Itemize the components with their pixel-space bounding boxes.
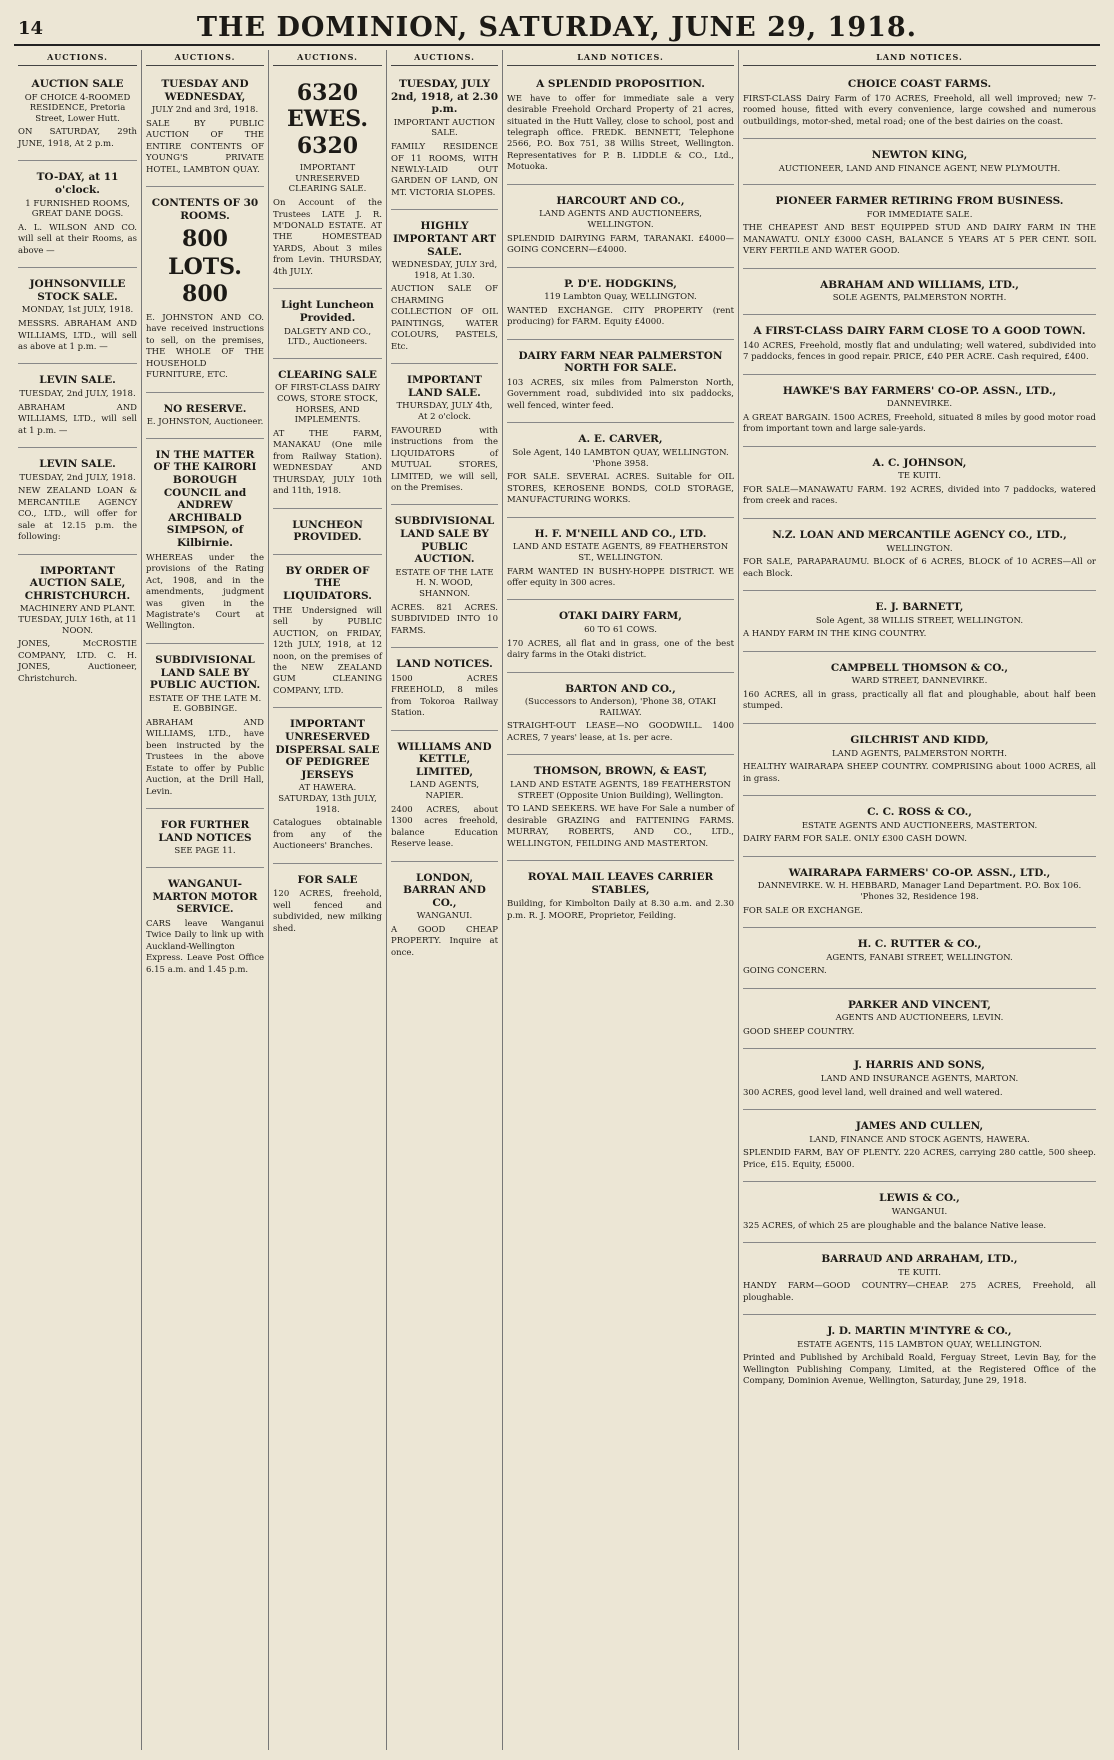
advert-subheading: Sole Agent, 38 WILLIS STREET, WELLINGTON.: [815, 615, 1024, 626]
advert-subheading: LAND AND ESTATE AGENTS, 189 FEATHERSTON STREET (Opposite Union Building), Wellington.: [510, 779, 731, 801]
advert: [273, 559, 382, 709]
advert-text: FIRST-CLASS Dairy Farm of 170 ACRES, Freehold, all well improved; new 7-roomed house, fitted with every convenience, large cowshed and numerous outbuildings, motor-shed, metal road; one of the best dairies on the coast.: [743, 93, 1096, 127]
advert: [146, 813, 264, 868]
advert-heading: NO RESERVE.: [163, 402, 247, 415]
advert-heading: C. C. ROSS & CO.,: [867, 806, 972, 819]
advert: [743, 379, 1096, 447]
advert: [391, 72, 498, 210]
advert-subheading: LAND AGENTS, NAPIER.: [409, 780, 480, 801]
advert: [146, 72, 264, 187]
advert-text: Building, for Kimbolton Daily at 8.30 a.m. and 2.30 p.m. R. J. MOORE, Proprietor, Feilding.: [507, 899, 734, 921]
advert: [743, 1247, 1096, 1315]
advert-text: FARM WANTED IN BUSHY-HOPPE DISTRICT. WE offer equity in 300 acres.: [507, 566, 734, 588]
advert-heading: A FIRST-CLASS DAIRY FARM CLOSE TO A GOOD TOWN.: [753, 325, 1086, 338]
advert: [507, 344, 734, 424]
advert-text: 2400 ACRES, about 1300 acres freehold, balance Education Reserve lease.: [391, 804, 498, 850]
advert-text: AT THE FARM, MANAKAU (One mile from Railway Station). WEDNESDAY AND THURSDAY, JULY 10th and 11th, 1918.: [273, 428, 382, 497]
advert-subheading: AUCTIONEER, LAND AND FINANCE AGENT, NEW PLYMOUTH.: [778, 163, 1061, 174]
advert-heading: TUESDAY, JULY 2nd, 1918, at 2.30 p.m.: [391, 78, 499, 116]
advert-text: HANDY FARM—GOOD COUNTRY—CHEAP. 275 ACRES, Freehold, all ploughable.: [743, 1281, 1096, 1303]
advert-subheading: WELLINGTON.: [886, 543, 953, 554]
advert-text: TO LAND SEEKERS. WE have For Sale a number of desirable GRAZING and FATTENING FARMS. MURRAY, ROBERTS, AND CO., LTD., WELLINGTON, FEILDING AND MASTERTON.: [507, 804, 734, 849]
column-header: LAND NOTICES.: [743, 50, 1096, 66]
advert-subheading: DANNEVIRKE. W. H. HEBBARD, Manager Land Department. P.O. Box 106. 'Phones 32, Residence 198.: [757, 881, 1082, 902]
advert-subheading: TUESDAY, 2nd JULY, 1918.: [19, 389, 136, 400]
advert-text: WANTED EXCHANGE. CITY PROPERTY (rent producing) for FARM. Equity £4000.: [507, 305, 734, 328]
advert-text: GOOD SHEEP COUNTRY.: [743, 1026, 855, 1037]
column-5: [503, 50, 739, 1750]
advert: [743, 932, 1096, 989]
column-6: [739, 50, 1100, 1750]
advert-subheading: LAND, FINANCE AND STOCK AGENTS, HAWERA.: [809, 1134, 1030, 1145]
advert: [743, 656, 1096, 724]
advert-heading: AUCTION SALE: [31, 78, 124, 90]
advert: [743, 523, 1096, 591]
advert: [273, 293, 382, 358]
advert-heading: TUESDAY AND WEDNESDAY,: [161, 78, 249, 103]
advert-heading: IN THE MATTER OF THE KAIRORI BOROUGH COUNCIL and ANDREW ARCHIBALD SIMPSON, of Kilbirnie.: [153, 448, 257, 550]
advert-heading: N.Z. LOAN AND MERCANTILE AGENCY CO., LTD.,: [772, 528, 1067, 541]
advert-heading: OTAKI DAIRY FARM,: [559, 610, 682, 623]
column-header: AUCTIONS.: [391, 50, 498, 66]
advert-heading: JAMES AND CULLEN,: [855, 1120, 984, 1133]
advert-heading: J. D. MARTIN M'INTYRE & CO.,: [827, 1325, 1012, 1338]
advert-text: A. L. WILSON AND CO. will sell at their Rooms, as above —: [18, 222, 137, 256]
advert-text: MESSRS. ABRAHAM AND WILLIAMS, LTD., will sell as above at 1 p.m. —: [18, 319, 137, 352]
advert: [507, 72, 734, 185]
advert-heading: IMPORTANT LAND SALE.: [407, 374, 482, 399]
advert-heading: ABRAHAM AND WILLIAMS, LTD.,: [820, 278, 1019, 291]
advert-subheading: ESTATE OF THE LATE H. N. WOOD, SHANNON.: [395, 567, 494, 600]
advert-text: A GREAT BARGAIN. 1500 ACRES, Freehold, situated 8 miles by good motor road from important town and large sale-yards.: [743, 412, 1096, 435]
advert-heading: FOR SALE: [297, 873, 358, 886]
advert-subheading: DANNEVIRKE.: [886, 399, 953, 410]
advert: [743, 1114, 1096, 1182]
column-header: AUCTIONS.: [273, 50, 382, 66]
advert-heading: IMPORTANT AUCTION SALE, CHRISTCHURCH.: [24, 564, 131, 602]
advert-text: ACRES. 821 ACRES. SUBDIVIDED INTO 10 FARMS.: [391, 602, 498, 636]
advert-subheading: SEE PAGE 11.: [174, 846, 236, 857]
advert-heading: H. F. M'NEILL AND CO., LTD.: [534, 527, 707, 540]
advert-subheading: (Successors to Anderson), 'Phone 38, OTAKI RAILWAY.: [524, 697, 717, 718]
advert: [146, 443, 264, 644]
advert: [146, 648, 264, 809]
advert-text: FOR SALE OR EXCHANGE.: [743, 905, 863, 916]
advert-subheading: JULY 2nd and 3rd, 1918.: [151, 105, 259, 116]
advert-text: 120 ACRES, freehold, well fenced and subdivided, new milking shed.: [273, 889, 382, 934]
advert-text: FOR SALE—MANAWATU FARM. 192 ACRES, divided into 7 paddocks, watered from creek and races.: [743, 484, 1096, 507]
advert-text: AUCTION SALE OF CHARMING COLLECTION OF OIL PAINTINGS, WATER COLOURS, PASTELS, Etc.: [391, 284, 498, 352]
advert: [743, 800, 1096, 857]
advert-heading: DAIRY FARM NEAR PALMERSTON NORTH FOR SALE.: [518, 349, 723, 375]
advert-heading: SUBDIVISIONAL LAND SALE BY PUBLIC AUCTION.: [394, 515, 495, 566]
advert-heading: BY ORDER OF THE LIQUIDATORS.: [283, 564, 372, 603]
advert-text: FAVOURED with instructions from the LIQUIDATORS of MUTUAL STORES, LIMITED, we will sell, on the Premises.: [391, 425, 498, 493]
advert-subheading: LAND AGENTS, PALMERSTON NORTH.: [832, 748, 1007, 759]
advert: [391, 866, 498, 970]
advert-subheading: TUESDAY, 2nd JULY, 1918.: [19, 472, 136, 483]
advert-subheading: ESTATE AGENTS, 115 LAMBTON QUAY, WELLINGTON.: [797, 1339, 1042, 1350]
advert-subheading: LAND AGENTS AND AUCTIONEERS, WELLINGTON.: [539, 209, 702, 231]
advert-subheading: IMPORTANT AUCTION SALE.: [393, 117, 496, 139]
advert-text: WHEREAS under the provisions of the Rating Act, 1908, and in the amendments, judgment was given in the Magistrate's Court at Wellington.: [146, 552, 264, 632]
advert-text: CARS leave Wanganui Twice Daily to link up with Auckland-Wellington Express. Leave Post Office 6.15 a.m. and 1.45 p.m.: [146, 918, 264, 975]
advert-subheading: THURSDAY, JULY 4th, At 2 o'clock.: [396, 401, 493, 423]
advert: [507, 604, 734, 672]
advert-heading: PARKER AND VINCENT,: [848, 998, 991, 1011]
advert: [273, 72, 382, 289]
advert-text: E. JOHNSTON AND CO. have received instructions to sell, on the premises, THE WHOLE OF THE HOUSEHOLD FURNITURE, ETC.: [146, 312, 264, 381]
advert: [18, 272, 137, 364]
column-header: AUCTIONS.: [146, 50, 264, 66]
advert-subheading: Sole Agent, 140 LAMBTON QUAY, WELLINGTON. 'Phone 3958.: [512, 448, 729, 469]
column-header: LAND NOTICES.: [507, 50, 734, 66]
advert: [391, 214, 498, 364]
column-3: [269, 50, 387, 1750]
advert: [273, 712, 382, 863]
advert-subheading: WARD STREET, DANNEVIRKE.: [851, 676, 988, 687]
advert-text: Printed and Published by Archibald Roald, Ferguay Street, Levin Bay, for the Wellington Publishing Company, Limited, at the Registered Office of the Company, Dominion Avenue, Wellington, Saturday, June 29, 1918.: [743, 1353, 1096, 1387]
advert-subheading: OF CHOICE 4-ROOMED RESIDENCE, Pretoria Street, Lower Hutt.: [24, 92, 131, 124]
advert-text: Catalogues obtainable from any of the Auctioneers' Branches.: [273, 818, 382, 852]
masthead: [14, 10, 1100, 46]
advert-text: NEW ZEALAND LOAN & MERCANTILE AGENCY CO., LTD., will offer for sale at 12.15 p.m. the following:: [18, 486, 137, 543]
advert-subheading: WANGANUI.: [891, 1206, 948, 1217]
advert-text: FAMILY RESIDENCE OF 11 ROOMS, WITH NEWLY-LAID OUT GARDEN OF LAND, ON MT. VICTORIA SLOPES.: [391, 142, 498, 198]
advert-text: THE CHEAPEST AND BEST EQUIPPED STUD AND DAIRY FARM IN THE MANAWATU. ONLY £3000 CASH, BALANCE 5 YEARS AT 5 PER CENT. SOIL VERY FERTILE AND WATER GOOD.: [743, 223, 1096, 257]
advert-text: 1500 ACRES FREEHOLD, 8 miles from Tokoroa Railway Station.: [391, 673, 498, 719]
advert: [743, 993, 1096, 1050]
advert: [743, 319, 1096, 375]
advert-subheading: E. JOHNSTON, Auctioneer.: [146, 417, 264, 428]
column-4: [387, 50, 503, 1750]
advert-subheading: AT HAWERA. SATURDAY, 13th JULY, 1918.: [278, 783, 377, 815]
advert: [743, 1053, 1096, 1110]
advert-heading: 6320 EWES. 6320: [286, 80, 368, 159]
advert-heading: WANGANUI-MARTON MOTOR SERVICE.: [152, 878, 258, 916]
advert-heading: A. C. JOHNSON,: [872, 456, 967, 469]
advert-subheading: DALGETY AND CO., LTD., Auctioneers.: [283, 326, 372, 348]
advert-heading: LEVIN SALE.: [39, 374, 116, 387]
advert: [507, 427, 734, 517]
advert-heading: LONDON, BARRAN AND CO.,: [403, 871, 486, 909]
advert-text: On Account of the Trustees LATE J. R. M'DONALD ESTATE. AT THE HOMESTEAD YARDS, About 3 miles from Levin. THURSDAY, 4th JULY.: [273, 198, 382, 277]
advert-heading: HARCOURT AND CO.,: [556, 194, 685, 207]
advert-subheading: SOLE AGENTS, PALMERSTON NORTH.: [832, 293, 1007, 304]
advert-heading: BARRAUD AND ARRAHAM, LTD.,: [821, 1252, 1018, 1265]
advert-text: SPLENDID DAIRYING FARM, TARANAKI. £4000—GOING CONCERN—£4000.: [507, 233, 734, 256]
advert: [146, 191, 264, 393]
advert: [743, 1319, 1096, 1398]
column-2: [142, 50, 269, 1750]
advert: [273, 868, 382, 945]
advert-heading: CLEARING SALE: [278, 368, 377, 381]
advert-text: 140 ACRES, Freehold, mostly flat and undulating; well watered, subdivided into 7 paddocks, fences in good repair. PRICE, £40 PER ACRE. Cash required, £400.: [743, 340, 1096, 363]
advert-heading: LEVIN SALE.: [39, 458, 116, 471]
advert-subheading: WEDNESDAY, JULY 3rd, 1918, At 1.30.: [391, 260, 498, 281]
advert-heading: GILCHRIST AND KIDD,: [850, 733, 989, 746]
advert-subheading: ESTATE AGENTS AND AUCTIONEERS, MASTERTON.: [801, 820, 1038, 831]
advert: [507, 272, 734, 340]
advert-text: WE have to offer for immediate sale a very desirable Freehold Orchard Property of 21 acres, situated in the Hutt Valley, close to school, post and telegraph office. FREDK. BENNETT, Telephone 2566, P.O. Box 751, 38 Willis Street, Wellington. Representatives for P. B. LIDDLE & CO., Ltd., Motuoka.: [507, 93, 734, 173]
advert-subheading: FOR IMMEDIATE SALE.: [866, 209, 973, 220]
advert-heading: THOMSON, BROWN, & EAST,: [533, 765, 708, 778]
advert: [273, 363, 382, 509]
advert-text: SPLENDID FARM, BAY OF PLENTY. 220 ACRES, carrying 280 cattle, 500 sheep. Price, £15. Equity, £5000.: [743, 1148, 1096, 1170]
advert-heading: LUNCHEON PROVIDED.: [292, 518, 363, 544]
advert-heading: CAMPBELL THOMSON & CO.,: [830, 661, 1009, 674]
advert-text: JONES, McCROSTIE COMPANY, LTD. C. H. JONES, Auctioneer, Christchurch.: [18, 639, 137, 684]
advert-text: ABRAHAM AND WILLIAMS, LTD., will sell at 1 p.m. —: [18, 402, 137, 436]
advert-heading: WAIRARAPA FARMERS' CO-OP. ASSN., LTD.,: [788, 866, 1051, 879]
advert-heading: H. C. RUTTER & CO.,: [857, 938, 982, 951]
advert-text: A GOOD CHEAP PROPERTY. Inquire at once.: [391, 924, 498, 958]
advert-text: STRAIGHT-OUT LEASE—NO GOODWILL. 1400 ACRES, 7 years' lease, at 1s. per acre.: [507, 721, 734, 743]
newspaper-title: THE DOMINION, SATURDAY, JUNE 29, 1918.: [196, 12, 918, 43]
advert: [743, 1186, 1096, 1243]
advert-heading: PIONEER FARMER RETIRING FROM BUSINESS.: [775, 195, 1064, 208]
advert: [146, 872, 264, 986]
advert-heading: TO-DAY, at 11 o'clock.: [36, 171, 119, 196]
lots-count: 800 LOTS. 800: [168, 226, 242, 308]
advert-heading: BARTON AND CO.,: [565, 682, 676, 695]
advert: [743, 451, 1096, 519]
advert-text: 160 ACRES, all in grass, practically all flat and ploughable, about half been stumped.: [743, 689, 1096, 712]
advert-subheading: MACHINERY AND PLANT. TUESDAY, JULY 16th, at 11 NOON.: [18, 604, 137, 636]
advert-heading: FOR FURTHER LAND NOTICES: [158, 819, 252, 844]
advert-heading: JOHNSONVILLE STOCK SALE.: [29, 278, 126, 303]
advert: [18, 72, 137, 161]
advert-heading: J. HARRIS AND SONS,: [854, 1059, 985, 1072]
advert-subheading: IMPORTANT UNRESERVED CLEARING SALE.: [288, 163, 367, 195]
advert-heading: E. J. BARNETT,: [875, 601, 964, 614]
advert: [743, 72, 1096, 139]
advert-heading: LAND NOTICES.: [396, 658, 493, 671]
advert-text: 103 ACRES, six miles from Palmerston North, Government road, subdivided into six paddocks, well fenced, winter feed.: [507, 378, 734, 411]
advert: [273, 513, 382, 555]
advert: [391, 652, 498, 730]
advert-text: FOR SALE. SEVERAL ACRES. Suitable for OIL STORES, KEROSENE BONDS, COLD STORAGE, MANUFACTURING WORKS.: [507, 472, 734, 506]
advert: [743, 273, 1096, 315]
advert-subheading: TE KUITI.: [898, 1267, 941, 1278]
page-number: 14: [18, 18, 44, 39]
advert-text: THE Undersigned will sell by PUBLIC AUCTION, on FRIDAY, 12th JULY, 1918, at 12 noon, on the premises of the NEW ZEALAND GUM CLEANING COMPANY, LTD.: [273, 605, 382, 696]
advert-text: ON SATURDAY, 29th JUNE, 1918, At 2 p.m.: [18, 127, 137, 149]
advert-heading: NEWTON KING,: [871, 149, 968, 161]
advert-heading: A. E. CARVER,: [578, 433, 663, 446]
advert-text: A HANDY FARM IN THE KING COUNTRY.: [743, 629, 927, 640]
advert-subheading: ESTATE OF THE LATE M. E. GOBBINGE.: [148, 693, 262, 715]
advert-subheading: TE KUITI.: [898, 471, 941, 482]
columns: [14, 50, 1100, 1750]
advert-heading: IMPORTANT UNRESERVED DISPERSAL SALE OF PEDIGREE JERSEYS: [275, 718, 380, 781]
advert-heading: CHOICE COAST FARMS.: [847, 78, 992, 90]
advert: [18, 559, 137, 696]
advert: [507, 759, 734, 861]
advert-subheading: LAND AND INSURANCE AGENTS, MARTON.: [820, 1074, 1019, 1085]
advert: [743, 595, 1096, 652]
advert: [507, 522, 734, 601]
advert: [391, 509, 498, 648]
advert: [146, 397, 264, 439]
advert: [18, 452, 137, 555]
advert: [743, 861, 1096, 928]
advert-subheading: AGENTS AND AUCTIONEERS, LEVIN.: [835, 1013, 1004, 1024]
advert-subheading: LAND AND ESTATE AGENTS, 89 FEATHERSTON ST., WELLINGTON.: [512, 542, 729, 563]
advert-text: 170 ACRES, all flat and in grass, one of the best dairy farms in the Otaki district.: [507, 638, 734, 661]
advert-subheading: WANGANUI.: [416, 911, 473, 922]
advert: [507, 189, 734, 268]
advert-subheading: MONDAY, 1st JULY, 1918.: [21, 305, 134, 316]
advert: [507, 865, 734, 932]
advert-heading: SUBDIVISIONAL LAND SALE BY PUBLIC AUCTION.: [149, 653, 261, 692]
advert: [743, 143, 1096, 185]
advert-heading: P. D'E. HODGKINS,: [564, 277, 677, 290]
advert-subheading: 60 TO 61 COWS.: [584, 625, 657, 636]
advert-subheading: 1 FURNISHED ROOMS, GREAT DANE DOGS.: [25, 198, 130, 220]
advert: [743, 189, 1096, 269]
advert: [18, 368, 137, 448]
advert-heading: HIGHLY IMPORTANT ART SALE.: [392, 220, 497, 258]
advert: [507, 677, 734, 756]
advert-text: 325 ACRES, of which 25 are ploughable and the balance Native lease.: [743, 1220, 1047, 1231]
advert-heading: HAWKE'S BAY FARMERS' CO-OP. ASSN., LTD.,: [782, 384, 1057, 397]
column-1: [14, 50, 142, 1750]
advert-heading: WILLIAMS AND KETTLE, LIMITED,: [397, 740, 492, 778]
advert-heading: A SPLENDID PROPOSITION.: [536, 78, 705, 90]
advert-text: DAIRY FARM FOR SALE. ONLY £300 CASH DOWN.: [743, 834, 967, 845]
advert-heading: ROYAL MAIL LEAVES CARRIER STABLES,: [527, 871, 714, 896]
advert-text: SALE BY PUBLIC AUCTION OF THE ENTIRE CONTENTS OF YOUNG'S PRIVATE HOTEL, LAMBTON QUAY.: [146, 118, 264, 175]
advert-text: FOR SALE, PARAPARAUMU. BLOCK of 6 ACRES, BLOCK of 10 ACRES—All or each Block.: [743, 557, 1096, 579]
advert: [391, 368, 498, 505]
advert-heading: LEWIS & CO.,: [879, 1192, 960, 1205]
column-header: AUCTIONS.: [18, 50, 137, 66]
advert-text: HEALTHY WAIRARAPA SHEEP COUNTRY. COMPRISING about 1000 ACRES, all in grass.: [743, 762, 1096, 784]
advert: [18, 165, 137, 268]
advert-heading: Light Luncheon Provided.: [281, 299, 374, 324]
advert-text: GOING CONCERN.: [743, 966, 827, 977]
advert: [743, 728, 1096, 796]
advert-text: ABRAHAM AND WILLIAMS, LTD., have been instructed by the Trustees in the above Estate to offer by Public Auction, at the Drill Hall, Levin.: [146, 717, 264, 797]
advert-heading: CONTENTS OF 30 ROOMS.: [151, 197, 259, 222]
advert-subheading: AGENTS, FANABI STREET, WELLINGTON.: [826, 952, 1013, 963]
advert-subheading: OF FIRST-CLASS DAIRY COWS, STORE STOCK, HORSES, AND IMPLEMENTS.: [274, 383, 381, 426]
advert-text: 300 ACRES, good level land, well drained and well watered.: [743, 1087, 1003, 1098]
advert-subheading: 119 Lambton Quay, WELLINGTON.: [544, 292, 697, 303]
advert: [391, 735, 498, 862]
